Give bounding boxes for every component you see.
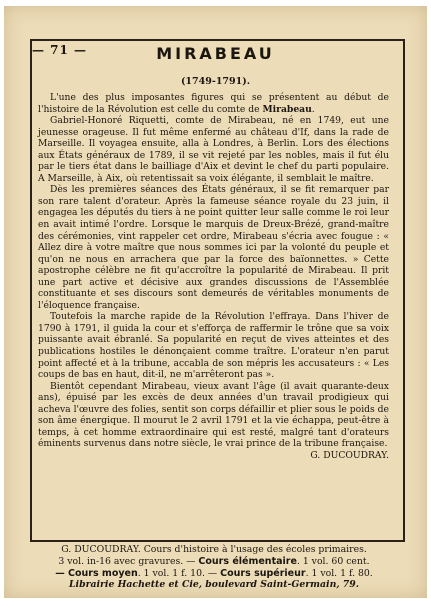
paragraph-text: Bientôt cependant Mirabeau, vieux avant l'âge (il avait quarante-deux ans), épuisé par les excès de deux années d'un travail prodigieux qui acheva l'œuvre des folies, sentit son corps défaillir et plier sous le poids de son âme énergique. Il mourut le 2 avril 1791 et la vie échappa, peut-être à temps, à cet homme extraordinaire qui est resté, malgré tant d'orateurs éminents survenus dans notre siècle, le vrai prince de la tribune française. [38, 380, 389, 450]
footer-text: 3 vol. in-16 avec gravures. — [58, 555, 199, 567]
paragraph-text: L'une des plus imposantes figures qui se présentent au début de l'histoire de la Révolution est celle du comte de [38, 92, 389, 115]
footer-line [36, 556, 392, 568]
paragraph-text: . [311, 103, 315, 115]
footer-line: G. DUCOUDRAY. Cours d'histoire à l'usage des écoles primaires. [61, 544, 367, 555]
paragraph-revolution: Toutefois la marche rapide de la Révolution l'effraya. Dans l'hiver de 1790 à 1791, il guida la cour et s'efforça de raffermir le trône que sa voix puissante avait ébranlé. Sa popularité en reçut de vives atteintes et des publications hostiles le dénonçaient comme traître. L'orateur n'en parut point affecté et à la tribune, accabla de son mépris les accusateurs : « Les coups de bas en haut, dit-il, ne m'arrêteront pas ». [38, 311, 389, 381]
footer-text: . 1 vol. 60 cent. [296, 555, 370, 567]
footer-text: . 1 vol. 1 f. 80. [305, 567, 373, 579]
paragraph-biography: Gabriel-Honoré Riquetti, comte de Mirabeau, né en 1749, eut une jeunesse orageuse. Il fut même enfermé au château d'If, dans la rade de Marseille. Il voyagea ensuite, alla à Londres, à Berlin. Lors des élections aux États généraux de 1789, il se vit rejeté par les nobles, mais il fut élu par le tiers état dans le bailliage d'Aix et devint le chef du parti populaire. A Marseille, à Aix, où retentissait sa voix élégante, il semblait le maître. [38, 115, 389, 184]
life-dates: (1749-1791). [180, 76, 251, 87]
publisher-footer [36, 544, 392, 591]
emphasized-name: Mirabeau [262, 103, 312, 115]
publisher-address: Librairie Hachette et Cie, boulevard Saint-Germain, 79. [69, 579, 359, 591]
page-number: — 71 — [32, 43, 88, 57]
course-name: Cours élémentaire [198, 555, 297, 567]
paragraph-states-general: Dès les premières séances des États généraux, il se fit remarquer par son rare talent d'orateur. Après la fameuse séance royale du 23 juin, il engagea les députés du tiers à ne point quitter leur salle comme le roi leur en avait intimé l'ordre. Lorsque le marquis de Dreux-Brézé, grand-maître des cérémonies, vint rappeler cet ordre, Mirabeau s'écria avec fougue : « Allez dire à votre maître que nous sommes ici par la volonté du peuple et qu'on ne nous en arrachera que par la force des baïonnettes. » Cette apostrophe célèbre ne fit qu'accroître la popularité de Mirabeau. Il prit une part active et décisive aux grandes discussions de l'Assemblée constituante et ses discours sont demeurés de véritables monuments de l'éloquence française. [38, 184, 389, 311]
page-title: MIRABEAU [156, 44, 275, 63]
article-body [38, 92, 389, 462]
footer-line [36, 568, 392, 580]
footer-text: . 1 vol. 1 f. 10. — [137, 567, 221, 579]
paragraph-intro [38, 92, 389, 115]
paragraph-death [38, 380, 389, 461]
signature: G. DUCOUDRAY. [310, 449, 389, 461]
course-name: Cours supérieur [220, 567, 306, 579]
course-name: — Cours moyen [55, 567, 138, 579]
